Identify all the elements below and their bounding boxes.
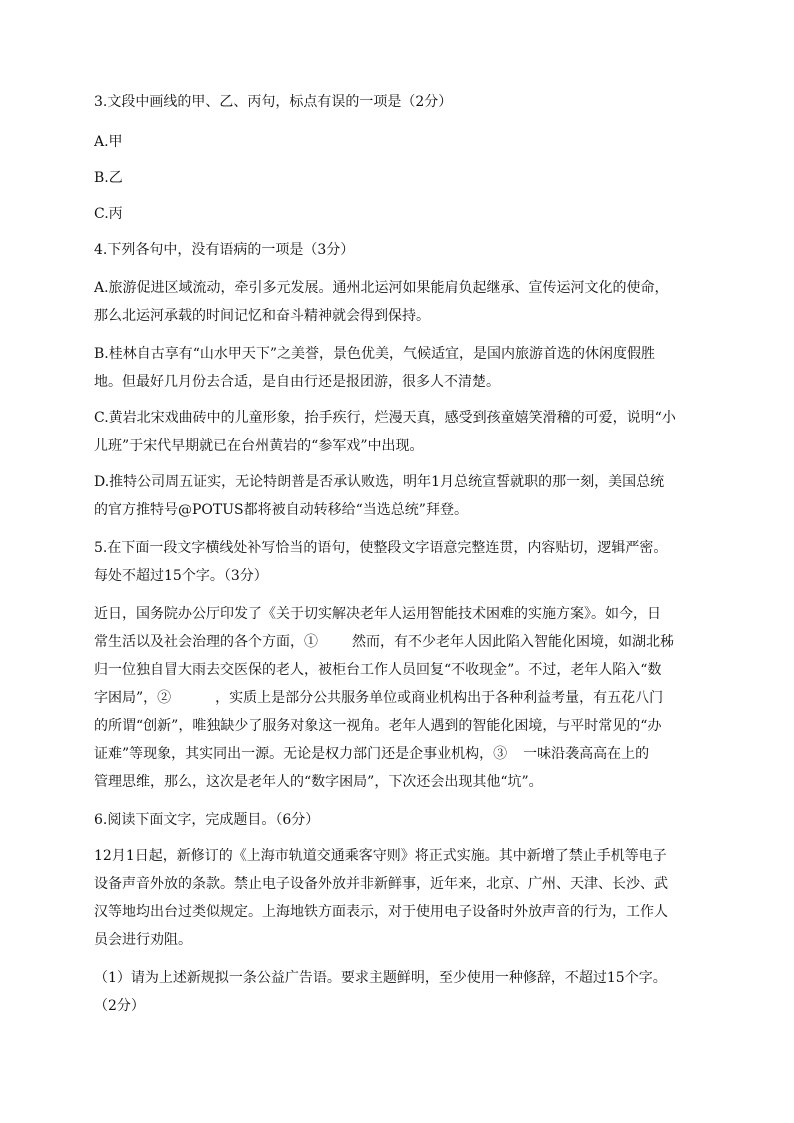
q4-option-a-line1: A.旅游促进区域流动，牵引多元发展。通州北运河如果能肩负起继承、宣传运河文化的使命， xyxy=(94,280,669,296)
q5-stem-line1: 5.在下面一段文字横线处补写恰当的语句，使整段文字语意完整连贯，内容贴切，逻辑严密。 xyxy=(94,540,668,556)
q5-passage-line2 xyxy=(94,632,674,652)
q4-option-a-line2: 那么北运河承载的时间记忆和奋斗精神就会得到保持。 xyxy=(94,308,430,324)
q6-passage-line1: 12月1日起，新修订的《上海市轨道交通乘客守则》将正式实施。其中新增了禁止手机等电子 xyxy=(94,848,667,864)
q4-option-b-line2: 地。但最好几月份去合适，是自由行还是报团游，很多人不清楚。 xyxy=(94,374,500,390)
q6-subquestion-1-line2: （2分） xyxy=(94,998,145,1014)
q5-passage-line4 xyxy=(94,688,663,708)
q5-passage-line6-after-blank: 一味沿袭高高在上的 xyxy=(523,746,650,762)
q5-passage-line1: 近日，国务院办公厅印发了《关于切实解决老年人运用智能技术困难的实施方案》。如今，日 xyxy=(94,606,661,622)
q4-option-d-line2: 的官方推特号@POTUS都将被自动转移给“当选总统”拜登。 xyxy=(94,502,468,518)
q5-passage-line6 xyxy=(94,744,649,764)
q3-stem: 3.文段中画线的甲、乙、丙句，标点有误的一项是（2分） xyxy=(94,94,453,110)
q4-option-d-line1: D.推特公司周五证实，无论特朗普是否承认败选，明年1月总统宣誓就职的那一刻，美国总统 xyxy=(94,474,665,490)
q4-stem: 4.下列各句中，没有语病的一项是（3分） xyxy=(94,242,355,258)
q6-subquestion-1-line1: （1）请为上述新规拟一条公益广告语。要求主题鲜明，至少使用一种修辞，不超过15个字。 xyxy=(94,970,667,986)
q4-option-c-line1: C.黄岩北宋戏曲砖中的儿童形象，抬手疾行，烂漫天真，感受到孩童嬉笑滑稽的可爱，说明“小 xyxy=(94,410,676,426)
q5-passage-line4-before-blank: 字困局”，② xyxy=(94,690,172,706)
q5-passage-line3: 归一位独自冒大雨去交医保的老人，被柜台工作人员回复“不收现金”。不过，老年人陷入“数 xyxy=(94,662,662,678)
q6-stem: 6.阅读下面文字，完成题目。（6分） xyxy=(94,812,320,828)
q3-option-a: A.甲 xyxy=(94,134,123,150)
q3-option-b: B.乙 xyxy=(94,170,123,186)
q5-passage-line6-before-blank: 证难”等现象，其实同出一源。无论是权力部门还是企事业机构，③ xyxy=(94,746,508,762)
q6-passage-line3: 汉等地均出台过类似规定。上海地铁方面表示，对于使用电子设备时外放声音的行为，工作人 xyxy=(94,904,668,920)
q5-passage-line4-after-blank: ，实质上是部分公共服务单位或商业机构出于各种利益考量，有五花八门 xyxy=(215,690,664,706)
q6-passage-line2: 设备声音外放的条款。禁止电子设备外放并非新鲜事，近年来，北京、广州、天津、长沙、武 xyxy=(94,876,668,892)
q4-option-c-line2: 儿班”于宋代早期就已在台州黄岩的“参军戏”中出现。 xyxy=(94,438,424,454)
q6-passage-line4: 员会进行劝阻。 xyxy=(94,932,192,948)
q5-passage-line2-before-blank: 常生活以及社会治理的各个方面，① xyxy=(94,634,318,650)
q4-option-b-line1: B.桂林自古享有“山水甲天下”之美誉，景色优美，气候适宜，是国内旅游首选的休闲度假胜 xyxy=(94,346,656,362)
q5-passage-line2-after-blank: 然而，有不少老年人因此陷入智能化困境，如湖北秭 xyxy=(352,634,674,650)
q5-stem-line2: 每处不超过15个字。（3分） xyxy=(94,568,268,584)
q3-option-c: C.丙 xyxy=(94,206,123,222)
q5-passage-line7: 管理思维，那么，这次是老年人的“数字困局”，下次还会出现其他“坑”。 xyxy=(94,774,543,790)
q5-passage-line5: 的所谓“创新”，唯独缺少了服务对象这一视角。老年人遇到的智能化困境，与平时常见的“办 xyxy=(94,718,662,734)
